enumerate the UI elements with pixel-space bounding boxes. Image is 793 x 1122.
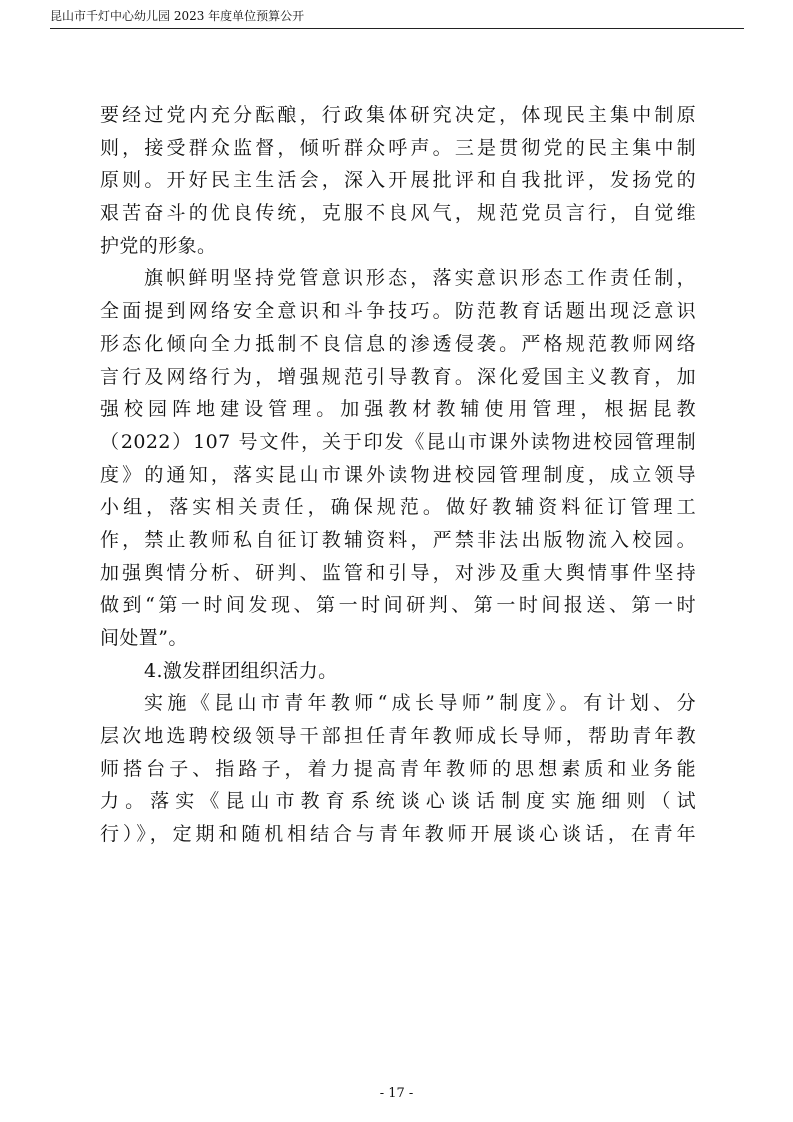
- text-line: 间处置”。: [100, 627, 188, 649]
- text-line: 艰苦奋斗的优良传统，克服不良风气，规范党员言行，自觉维: [100, 202, 696, 225]
- text-line: 形态化倾向全力抵制不良信息的渗透侵袭。严格规范教师网络: [100, 332, 696, 355]
- header-divider: [50, 28, 744, 29]
- text-line: 言行及网络行为，增强规范引导教育。深化爱国主义教育，加: [100, 365, 696, 388]
- text-line: 要经过党内充分酝酿，行政集体研究决定，体现民主集中制原: [100, 104, 696, 126]
- text-line: 力。落实《昆山市教育系统谈心谈话制度实施细则（试: [100, 790, 696, 813]
- text-line: 行）》，定期和随机相结合与青年教师开展谈心谈话，在青年: [100, 823, 696, 846]
- text-line: 护党的形象。: [100, 234, 217, 257]
- page-number: - 17 -: [379, 1086, 414, 1101]
- text-line: （2022）107 号文件，关于印发《昆山市课外读物进校园管理制: [100, 430, 696, 453]
- text-line: 强校园阵地建设管理。加强教材教辅使用管理，根据昆教: [100, 398, 696, 421]
- text-line: 师搭台子、指路子，着力提高青年教师的思想素质和业务能: [100, 757, 696, 780]
- text-line: 层次地选聘校级领导干部担任青年教师成长导师，帮助青年教: [100, 725, 696, 748]
- text-line: 做到“第一时间发现、第一时间研判、第一时间报送、第一时: [100, 594, 696, 617]
- text-line: 则，接受群众监督，倾听群众呼声。三是贯彻党的民主集中制: [100, 136, 696, 159]
- text-line: 4.激发群团组织活力。: [144, 659, 338, 682]
- text-line: 原则。开好民主生活会，深入开展批评和自我批评，发扬党的: [100, 169, 696, 192]
- text-line: 旗帜鲜明坚持党管意识形态，落实意识形态工作责任制，: [144, 267, 696, 290]
- text-line: 作，禁止教师私自征订教辅资料，严禁非法出版物流入校园。: [100, 528, 696, 551]
- body-text: [100, 99, 696, 851]
- text-line: 加强舆情分析、研判、监管和引导，对涉及重大舆情事件坚持: [100, 561, 696, 584]
- text-line: 全面提到网络安全意识和斗争技巧。防范教育话题出现泛意识: [100, 300, 696, 323]
- text-line: 实施《昆山市青年教师“成长导师”制度》。有计划、分: [144, 692, 696, 715]
- text-line: 小组，落实相关责任，确保规范。做好教辅资料征订管理工: [100, 496, 696, 519]
- text-line: 度》的通知，落实昆山市课外读物进校园管理制度，成立领导: [100, 463, 696, 486]
- running-header: 昆山市千灯中心幼儿园 2023 年度单位预算公开: [50, 9, 305, 23]
